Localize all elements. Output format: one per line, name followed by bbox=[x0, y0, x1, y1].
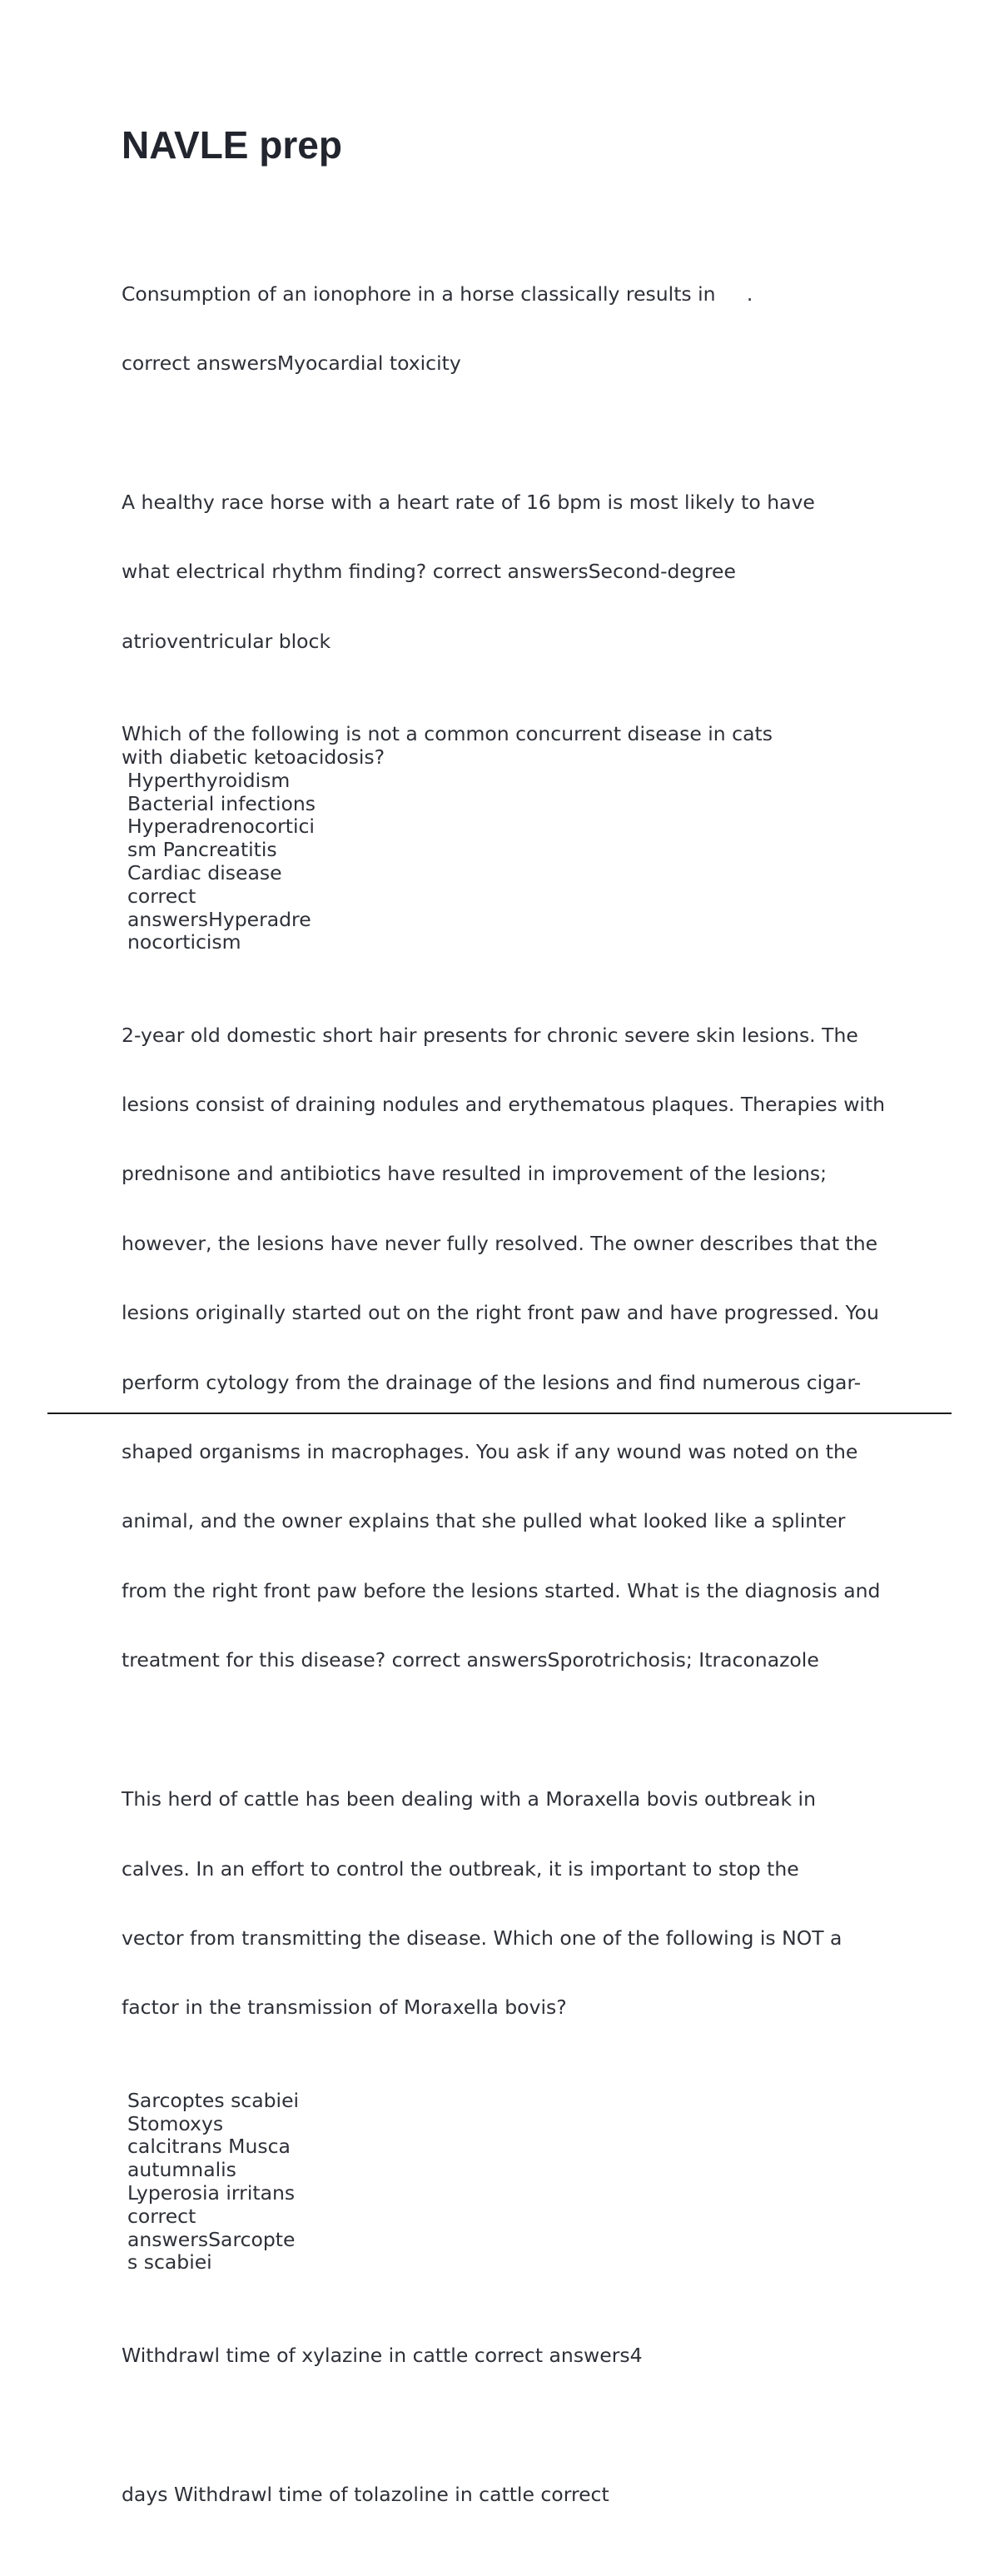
document-body bbox=[122, 237, 921, 2576]
option-line: Hyperadrenocortici bbox=[127, 815, 315, 839]
option-line: s scabiei bbox=[127, 2250, 212, 2275]
question-ionophore bbox=[122, 237, 921, 421]
option-line: correct bbox=[127, 2204, 196, 2228]
text-line: however, the lesions have never fully resolved. The owner describes that the bbox=[122, 1231, 878, 1255]
text-line: prednisone and antibiotics have resulted in improvement of the lesions; bbox=[122, 1162, 828, 1186]
text-line: Which of the following is not a common concurrent disease in cats bbox=[122, 722, 773, 746]
option-line: Cardiac disease bbox=[127, 860, 282, 884]
text-line: from the right front paw before the lesions started. What is the diagnosis and bbox=[122, 1578, 881, 1602]
text-line: A healthy race horse with a heart rate of 16 bpm is most likely to have bbox=[122, 490, 815, 514]
text-line: This herd of cattle has been dealing with a Moraxella bovis outbreak in bbox=[122, 1787, 816, 1811]
text-line: 2-year old domestic short hair presents for chronic severe skin lesions. The bbox=[122, 1023, 858, 1047]
text-line: calves. In an effort to control the outbreak, it is important to stop the bbox=[122, 1856, 799, 1881]
option-line: correct bbox=[127, 884, 196, 908]
question-diabetic-ketoacidosis bbox=[122, 723, 921, 954]
text-line: treatment for this disease? correct answersSporotrichosis; Itraconazole bbox=[122, 1648, 819, 1672]
option-line: calcitrans Musca bbox=[127, 2135, 291, 2159]
footer-rule bbox=[47, 1413, 952, 1414]
text-line: animal, and the owner explains that she pulled what looked like a splinter bbox=[122, 1509, 846, 1533]
text-line: lesions consist of draining nodules and erythematous plaques. Therapies with bbox=[122, 1093, 886, 1117]
text-line: lesions originally started out on the right front paw and have progressed. You bbox=[122, 1301, 879, 1325]
option-line: Bacterial infections bbox=[127, 791, 316, 815]
question-race-horse bbox=[122, 445, 921, 700]
option-line: sm Pancreatitis bbox=[127, 838, 277, 862]
option-line: answersSarcopte bbox=[127, 2227, 296, 2251]
option-line: nocorticism bbox=[127, 930, 241, 954]
text-line: what electrical rhythm finding? correct answersSecond-degree bbox=[122, 560, 736, 584]
text-line: Withdrawl time of xylazine in cattle correct answers4 bbox=[122, 2343, 643, 2367]
text-line: Consumption of an ionophore in a horse classically results in . bbox=[122, 282, 753, 306]
text-line: vector from transmitting the disease. Which one of the following is NOT a bbox=[122, 1926, 842, 1950]
document-title: NAVLE prep bbox=[122, 123, 342, 167]
text-line: days Withdrawl time of tolazoline in cattle correct bbox=[122, 2482, 609, 2506]
option-line: Lyperosia irritans bbox=[127, 2180, 296, 2205]
question-moraxella bbox=[122, 1742, 921, 2066]
option-line: autumnalis bbox=[127, 2158, 236, 2182]
text-line: factor in the transmission of Moraxella bovis? bbox=[122, 1996, 567, 2020]
option-line: Stomoxys bbox=[127, 2111, 224, 2135]
option-line: Hyperthyroidism bbox=[127, 768, 291, 792]
text-line: correct answersMyocardial toxicity bbox=[122, 351, 461, 375]
withdrawal-tolazoline bbox=[122, 2437, 921, 2553]
answer-options bbox=[122, 2090, 921, 2275]
question-sporotrichosis bbox=[122, 978, 921, 1719]
withdrawal-xylazine bbox=[122, 2298, 921, 2414]
text-line: with diabetic ketoacidosis? bbox=[122, 745, 385, 769]
truncated-line bbox=[122, 1320, 627, 1330]
text-line: shaped organisms in macrophages. You ask if any wound was noted on the bbox=[122, 1440, 858, 1464]
option-line: answersHyperadre bbox=[127, 907, 311, 931]
option-line: Sarcoptes scabiei bbox=[127, 2088, 300, 2112]
answer-options bbox=[122, 770, 921, 954]
text-line: atrioventricular block bbox=[122, 629, 331, 653]
text-line: perform cytology from the drainage of the lesions and find numerous cigar- bbox=[122, 1370, 862, 1394]
